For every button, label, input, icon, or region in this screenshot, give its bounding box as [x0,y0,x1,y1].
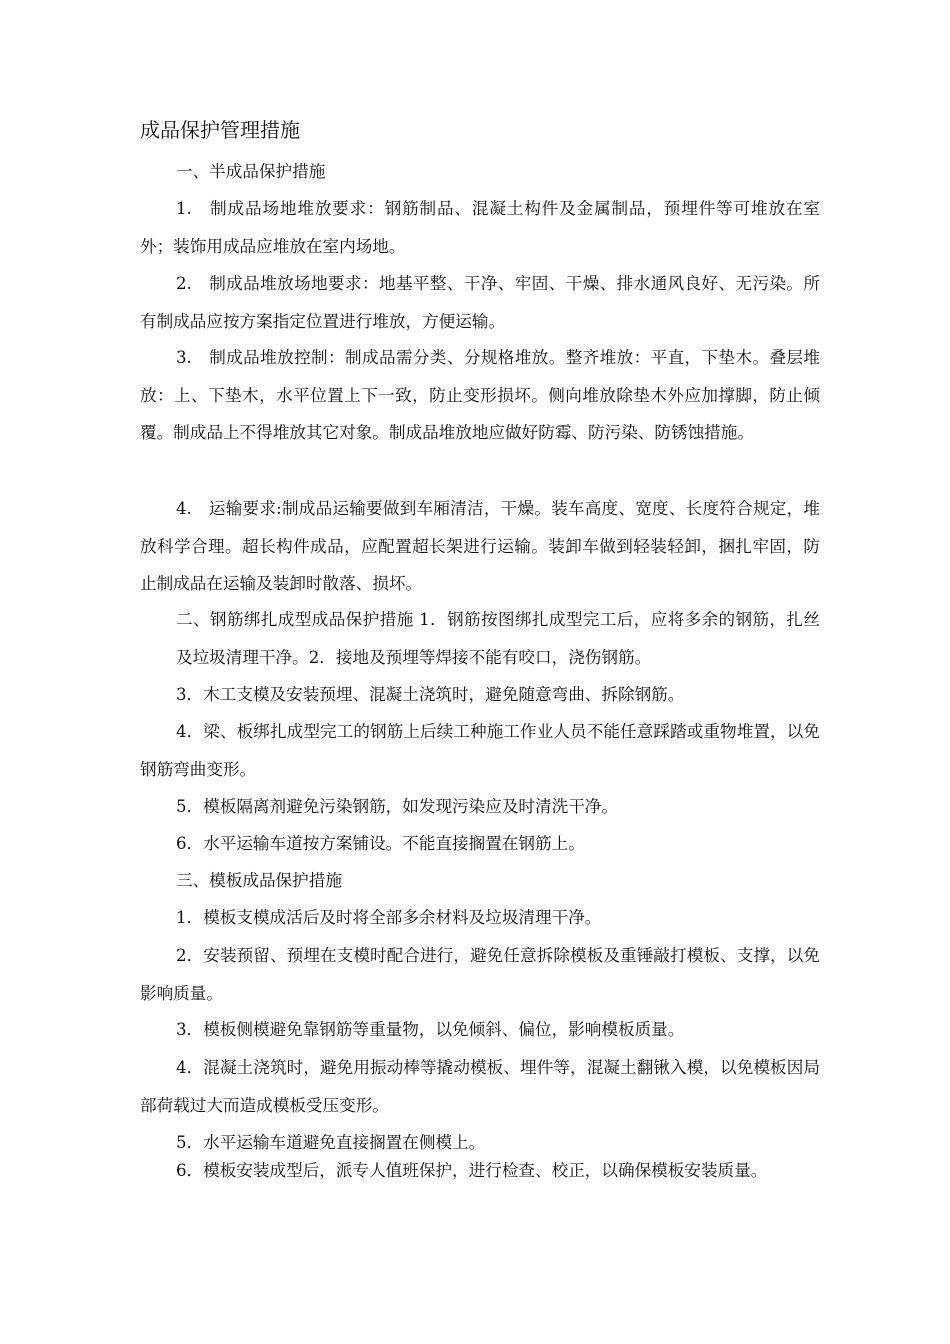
paragraph-3-1: 1．模板支模成活后及时将全部多余材料及垃圾清理干净。 [176,908,602,927]
paragraph-2-5: 5．模板隔离剂避免污染钢筋，如发现污染应及时清洗干净。 [176,797,618,816]
paragraph-2-4: 4．梁、板绑扎成型完工的钢筋上后续工种施工作业人员不能任意踩踏或重物堆置，以免钢筋弯曲变形。 [140,722,820,779]
section-heading-1: 一、半成品保护措施 [176,162,326,181]
paragraph-2-6: 6．水平运输车道按方案铺设。不能直接搁置在钢筋上。 [176,834,585,853]
paragraph-1-1: 1. 制成品场地堆放要求：钢筋制品、混凝土构件及金属制品，预埋件等可堆放在室外；装饰用成品应堆放在室内场地。 [140,199,820,256]
paragraph-1-4: 4. 运输要求:制成品运输要做到车厢清洁，干燥。装车高度、宽度、长度符合规定，堆放科学合理。超长构件成品，应配置超长架进行运输。装卸车做到轻装轻卸，捆扎牢固，防止制成品在运输及装卸时散落、损坏。 [140,499,820,593]
paragraph-1-2: 2. 制成品堆放场地要求：地基平整、干净、牢固、干燥、排水通风良好、无污染。所有制成品应按方案指定位置进行堆放，方便运输。 [140,274,820,331]
paragraph-1-3: 3. 制成品堆放控制：制成品需分类、分规格堆放。整齐堆放：平直，下垫木。叠层堆放：上、下垫木，水平位置上下一致，防止变形损坏。侧向堆放除垫木外应加撑脚，防止倾覆。制成品上不得堆放其它对象。制成品堆放地应做好防霉、防污染、防锈蚀措施。 [140,348,820,442]
paragraph-2-3: 3．木工支模及安装预埋、混凝土浇筑时，避免随意弯曲、拆除钢筋。 [176,685,685,704]
document-title: 成品保护管理措施 [140,118,300,142]
paragraph-3-4: 4．混凝土浇筑时，避免用振动棒等撬动模板、埋件等，混凝土翻锹入模，以免模板因局部荷载过大而造成模板受压变形。 [140,1058,820,1115]
paragraph-3-5: 5．水平运输车道避免直接搁置在侧模上。 [176,1133,486,1152]
section-heading-2: 二、钢筋绑扎成型成品保护措施 1．钢筋按图绑扎成型完工后，应将多余的钢筋，扎丝及垃圾清理干净。2．接地及预埋等焊接不能有咬口，浇伤钢筋。 [176,610,820,667]
paragraph-3-2: 2．安装预留、预埋在支模时配合进行，避免任意拆除模板及重锤敲打模板、支撑，以免影响质量。 [140,946,820,1003]
section-heading-3: 三、模板成品保护措施 [176,871,342,890]
paragraph-3-6: 6．模板安装成型后，派专人值班保护，进行检查、校正，以确保模板安装质量。 [176,1161,768,1180]
paragraph-3-3: 3．模板侧模避免靠钢筋等重量物，以免倾斜、偏位，影响模板质量。 [176,1020,685,1039]
